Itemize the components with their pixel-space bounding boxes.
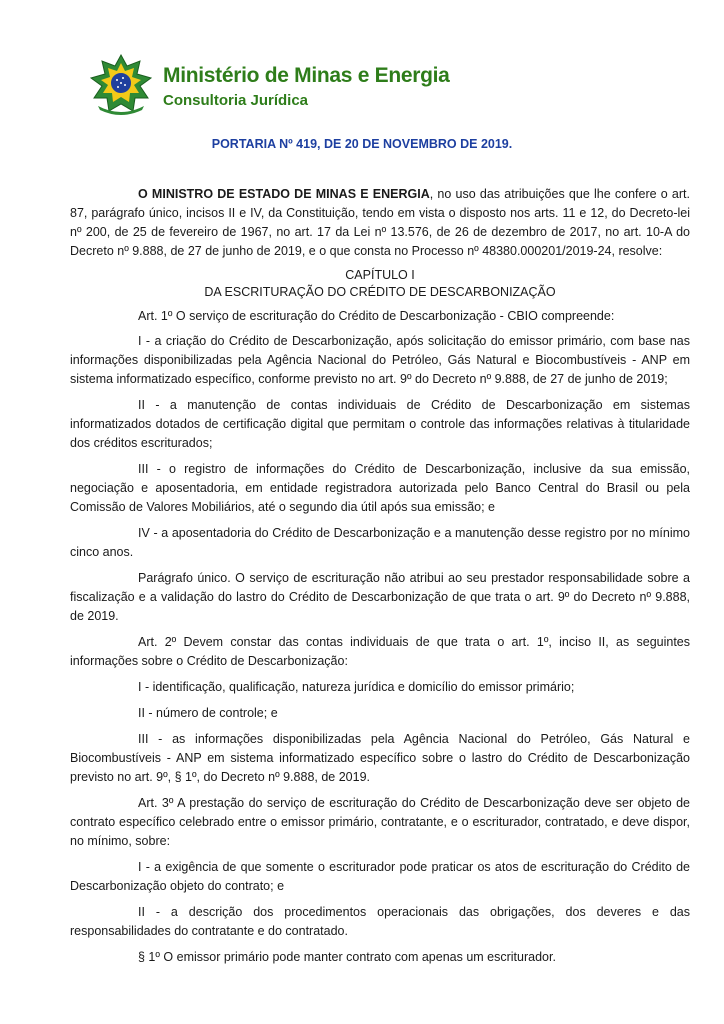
article-3-item-i: I - a exigência de que somente o escriturador pode praticar os atos de escrituração do Crédito de Descarbonização objeto do contrato; e bbox=[70, 860, 690, 893]
preamble bbox=[70, 185, 690, 261]
preamble-lead: O MINISTRO DE ESTADO DE MINAS E ENERGIA bbox=[138, 187, 430, 201]
article-1-item-iii: III - o registro de informações do Crédito de Descarbonização, inclusive da sua emissão, negociação e aposentadoria, em entidade registradora autorizada pelo Banco Central do Brasil ou pela Comissão de Valores Mobiliários, até o segundo dia útil após sua emissão; e bbox=[70, 462, 690, 514]
division-name: Consultoria Jurídica bbox=[163, 92, 309, 109]
article-3-paragraph-1: § 1º O emissor primário pode manter contrato com apenas um escriturador. bbox=[138, 950, 556, 964]
article-3-item-ii: II - a descrição dos procedimentos operacionais das obrigações, dos deveres e das responsabilidades do contratante e do contratado. bbox=[70, 905, 690, 938]
ministry-name: Ministério de Minas e Energia bbox=[163, 64, 450, 87]
article-2-item-i: I - identificação, qualificação, natureza jurídica e domicílio do emissor primário; bbox=[138, 680, 575, 694]
document-body bbox=[70, 185, 690, 967]
article-1-sole-paragraph: Parágrafo único. O serviço de escrituração não atribui ao seu prestador responsabilidade sobre a fiscalização e a validação do lastro do Crédito de Descarbonização de que trata o art. 9º do Decreto nº 9.888, de 2019. bbox=[70, 571, 690, 623]
article-1-item-i: I - a criação do Crédito de Descarbonização, após solicitação do emissor primário, com base nas informações disponibilizadas pela Agência Nacional do Petróleo, Gás Natural e Biocombustíveis - ANP em sistema informatizado específico, conforme previsto no art. 9º do Decreto nº 9.888, de 27 de junho de 2019; bbox=[70, 334, 690, 386]
chapter-title: DA ESCRITURAÇÃO DO CRÉDITO DE DESCARBONIZAÇÃO bbox=[204, 285, 556, 299]
article-2-item-iii: III - as informações disponibilizadas pela Agência Nacional do Petróleo, Gás Natural e Biocombustíveis - ANP em sistema informatizado específico sobre o lastro do Crédito de Descarbonização previsto no art. 9º, § 1º, do Decreto nº 9.888, de 2019. bbox=[70, 732, 690, 784]
article-2-item-ii: II - número de controle; e bbox=[138, 706, 278, 720]
article-3: Art. 3º A prestação do serviço de escrituração do Crédito de Descarbonização deve ser objeto de contrato específico celebrado entre o emissor primário, contratante, e o escriturador, contratado, e deve dispor, no mínimo, sobre: bbox=[70, 796, 690, 848]
brazil-coat-of-arms-icon bbox=[90, 54, 152, 116]
chapter-label: CAPÍTULO I bbox=[345, 268, 415, 282]
article-2: Art. 2º Devem constar das contas individuais de que trata o art. 1º, inciso II, as seguintes informações sobre o Crédito de Descarbonização: bbox=[70, 635, 690, 668]
article-1-item-ii: II - a manutenção de contas individuais de Crédito de Descarbonização em sistemas informatizados dotados de certificação digital que permitam o controle das informações relativas à titularidade dos créditos escriturados; bbox=[70, 398, 690, 450]
preamble-text: , no uso das atribuições que lhe confere o art. 87, parágrafo único, incisos II e IV, da Constituição, tendo em vista o disposto nos arts. 11 e 12, do Decreto-lei nº 200, de 25 de fevereiro de 1967, no art. 17 da Lei nº 13.576, de 26 de dezembro de 2017, no art. 10-A do Decreto nº 9.888, de 27 de junho de 2019, e o que consta no Processo nº 48380.000201/2019-24, resolve: bbox=[70, 187, 690, 258]
document-title: PORTARIA Nº 419, DE 20 DE NOVEMBRO DE 2019. bbox=[211, 137, 513, 151]
article-1: Art. 1º O serviço de escrituração do Crédito de Descarbonização - CBIO compreende: bbox=[138, 309, 615, 323]
article-1-item-iv: IV - a aposentadoria do Crédito de Descarbonização e a manutenção desse registro por no mínimo cinco anos. bbox=[70, 526, 690, 559]
